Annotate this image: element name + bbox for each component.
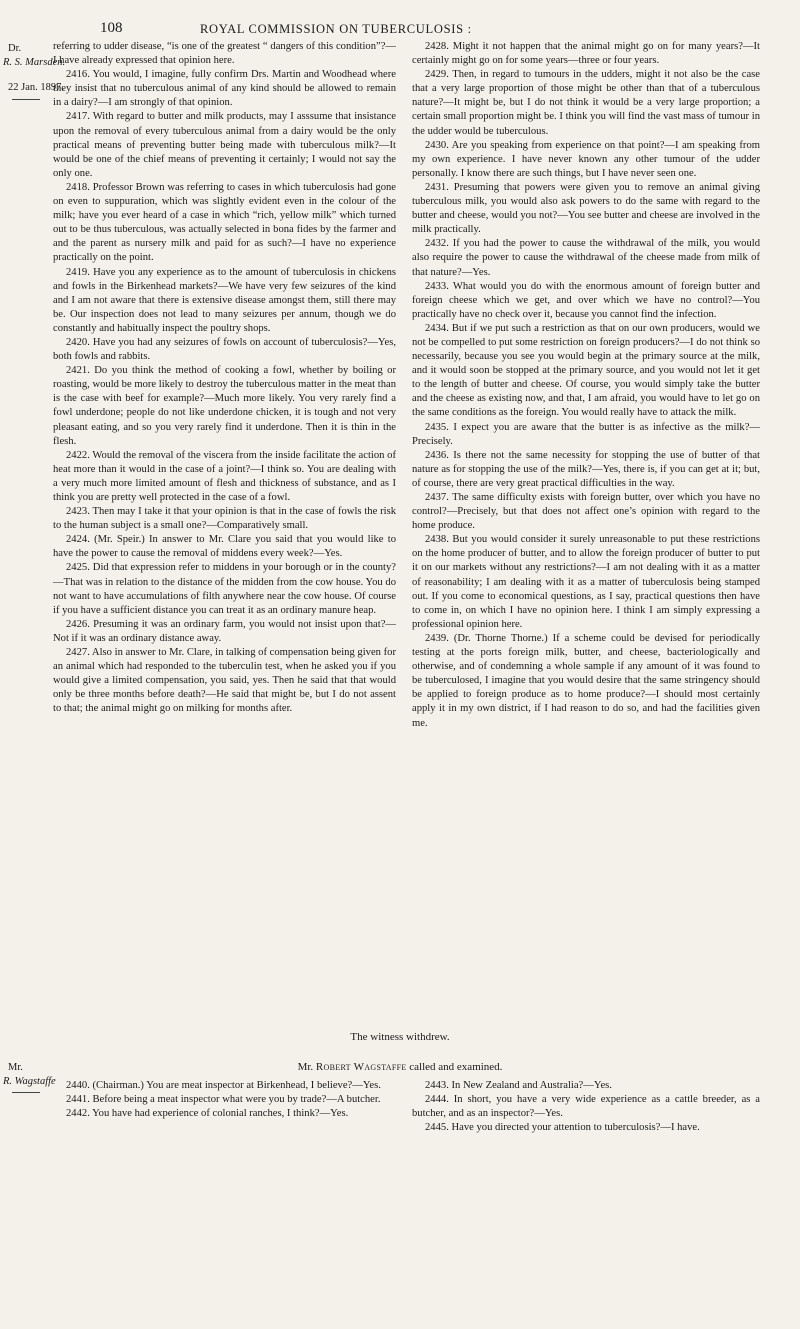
paragraph: 2439. (Dr. Thorne Thorne.) If a scheme could be devised for periodically testing at the ports foreign milk, butter, and cheese, bacteriologically and otherwise, and of condemning a whole sample if any amount of it was found to be tuberculosed, I imagine that you would desire that the same stringency should be applied to foreign produce as to home produce?—I should most certainly apply it in my own district, if I had reason to do so, and had the facilities given me. <box>412 632 760 729</box>
page-number: 108 <box>100 20 123 36</box>
paragraph: 2420. Have you had any seizures of fowls on account of tuberculosis?—Yes, both fowls and rabbits. <box>53 336 396 363</box>
paragraph: 2428. Might it not happen that the animal might go on for many years?—It certainly might go on for some years—three or four years. <box>412 41 760 67</box>
witness-withdrew-note: The witness withdrew. <box>350 1031 450 1043</box>
paragraph: 2432. If you had the power to cause the withdrawal of the milk, you would also require the power to cause the withdrawal of the cheese made from milk of that nature?—Yes. <box>412 238 760 278</box>
right-column <box>412 40 760 731</box>
paragraph: 2417. With regard to butter and milk products, may I asssume that insistance upon the removal of every tuberculous animal from a dairy would be the only practical means of preventing butter being made with tuberculous milk?—It would be one of the chief means of preventing it certainly; I would not say the only one. <box>53 111 396 179</box>
paragraph: 2442. You have had experience of colonial ranches, I think?—Yes. <box>66 1108 349 1120</box>
margin-rule-2 <box>12 1092 40 1093</box>
paragraph: 2438. But you would consider it surely unreasonable to put these restrictions on the home producer of butter, and to allow the foreign producer of butter to put it on our markets without any restrictions?—I am not dealing with it as a matter of reasonability; I am dealing with it as a matter of tuberculosis being stamped out. If you come to economical questions, as I say, practical questions then have to come in, on which I have no opinion here. I think I am simply expressing a professional opinion here. <box>412 534 760 630</box>
paragraph: 2440. (Chairman.) You are meat inspector at Birkenhead, I believe?—Yes. <box>66 1080 381 1091</box>
margin-witness2-title: Mr. <box>8 1062 23 1073</box>
next-witness-suffix: called and examined. <box>409 1061 503 1073</box>
page-header <box>0 20 800 42</box>
paragraph: 2427. Also in answer to Mr. Clare, in talking of compensation being given for an animal which had responded to the tuberculin test, when he asked you if you would give a limited compensation, you said, yes. Then he said that that would only be three months before death?—He said that might be, but I do not assent to that; the animal might go on milking for months after. <box>53 647 396 715</box>
paragraph: 2437. The same difficulty exists with foreign butter, over which you have no control?—Precisely, but that does not affect one’s opinion with regard to the home produce. <box>412 492 760 532</box>
paragraph: 2441. Before being a meat inspector what were you by trade?—A butcher. <box>66 1094 381 1106</box>
paragraph: 2422. Would the removal of the viscera from the inside facilitate the action of heat more than it would in the case of a joint?—I think so. You are dealing with a very much more limited amount of flesh and thickness of substance, and as I think you are pretty well protected in the case of a fowl. <box>53 449 396 503</box>
paragraph: 2423. Then may I take it that your opinion is that in the case of fowls the risk to the human subject is a small one?—Comparatively small. <box>53 506 396 532</box>
margin-witness-name: R. S. Marsden. <box>3 57 66 68</box>
paragraph: 2436. Is there not the same necessity for stopping the use of butter of that nature as for stopping the use of the milk?—Yes, there is, if you can get at it; but, of course, there are very great practical difficulties in the way. <box>412 449 760 489</box>
paragraph: 2433. What would you do with the enormous amount of foreign butter and foreign cheese which we get, and over which we have no control?—You practically have no check over it, because you cannot find the infection. <box>412 280 760 320</box>
paragraph: 2435. I expect you are aware that the butter is as infective as the milk?—Precisely. <box>412 421 760 447</box>
paragraph: 2424. (Mr. Speir.) In answer to Mr. Clare you said that you would like to have the power to cause the removal of middens every week?—Yes. <box>53 534 396 560</box>
next-witness-name: Robert Wagstaffe <box>315 1061 407 1073</box>
paragraph: 2445. Have you directed your attention to tuberculosis?—I have. <box>425 1122 700 1134</box>
paragraph: referring to udder disease, “is one of the greatest “ dangers of this condition”?—I have already expressed that opinion here. <box>53 41 396 67</box>
margin-witness2-name: R. Wagstaffe <box>3 1076 56 1087</box>
paragraph: 2443. In New Zealand and Australia?—Yes. <box>425 1080 612 1091</box>
left-column-2 <box>53 1079 396 1121</box>
paragraph: 2416. You would, I imagine, fully confirm Drs. Martin and Woodhead where they insist that no tuberculous animal of any kind should be allowed to remain in a dairy?—I am strongly of that opinion. <box>53 69 396 109</box>
paragraph: 2430. Are you speaking from experience on that point?—I am speaking from my own experience. I have never known any other tumour of the udder personally. I know there are such things, but I have never seen one. <box>412 139 760 179</box>
paragraph: 2431. Presuming that powers were given you to remove an animal giving tuberculous milk, you would also ask powers to do the same with regard to the butter and cheese, would you not?—You see butter and cheese are involved in the milk practically. <box>412 181 760 236</box>
paragraph: 2429. Then, in regard to tumours in the udders, might it not also be the case that a very large proportion of those might be other than that of a tuberculous nature?—It might be, but I do not think it would be a very large proportion; a certain small proportion might be. I think you will find the vast mass of tumour in the udder would be tuberculous. <box>412 69 760 137</box>
margin-date: 22 Jan. 1897. <box>8 82 64 93</box>
paragraph: 2419. Have you any experience as to the amount of tuberculosis in chickens and fowls in the Birkenhead markets?—We have very few seizures of the kind and I am not aware that there is extensive disease amongst them, still there may be. Our inspection does not lead to many seizures per annum, though we do constantly and habitually inspect the poultry shops. <box>53 266 396 334</box>
margin-witness-title: Dr. <box>8 43 22 54</box>
running-title: ROYAL COMMISSION ON TUBERCULOSIS : <box>200 22 472 36</box>
paragraph: 2418. Professor Brown was referring to cases in which tuberculosis had gone on even to suppuration, which was slightly evident even in the colour of the milk; have you ever heard of a case in which “rich, yellow milk” which turned out to be thus tuberculous, was actually selected in bona fides by the farmer and and the parent as nursery milk and paid for as such?—I have no experience practically on the point. <box>53 181 396 264</box>
right-column-2 <box>412 1079 760 1135</box>
next-witness-heading <box>0 1061 800 1073</box>
left-column <box>53 40 396 717</box>
paragraph: 2434. But if we put such a restriction as that on our own producers, would we not be compelled to put some restriction on foreign producers?—I do not think so necessarily, because you see you would begin at the primary source at the milk, and it would soon be stopped at the primary source, and you would not let it get to the length of butter and cheese. Of course, you would simply take the butter and the cheese as existing now, and that, I am afraid, you would have to let go on the same conditions as the foreign. You would really have to attack the milk. <box>412 322 760 419</box>
paragraph: 2425. Did that expression refer to middens in your borough or in the county?—That was in relation to the distance of the midden from the cow house. You do not want to have accumulations of filth anywhere near the cow house. Of course if you have a sufficient distance you can treat it as an ordinary manure heap. <box>53 562 396 616</box>
next-witness-prefix: Mr. <box>297 1061 314 1073</box>
paragraph: 2444. In short, you have a very wide experience as a cattle breeder, as a butcher, and as an inspector?—Yes. <box>412 1094 760 1120</box>
margin-rule <box>12 99 40 100</box>
paragraph: 2426. Presuming it was an ordinary farm, you would not insist upon that?—Not if it was an ordinary distance away. <box>53 618 396 644</box>
paragraph: 2421. Do you think the method of cooking a fowl, whether by boiling or roasting, would be more likely to destroy the tuberculous matter in the meat than is the case with beef for example?—Much more likely. You very rarely find a fowl underdone; people do not like underdone chicken, it is tough and not very pleasant eating, and so you very rarely find it underdone. Then it is thin in the flesh. <box>53 365 396 447</box>
